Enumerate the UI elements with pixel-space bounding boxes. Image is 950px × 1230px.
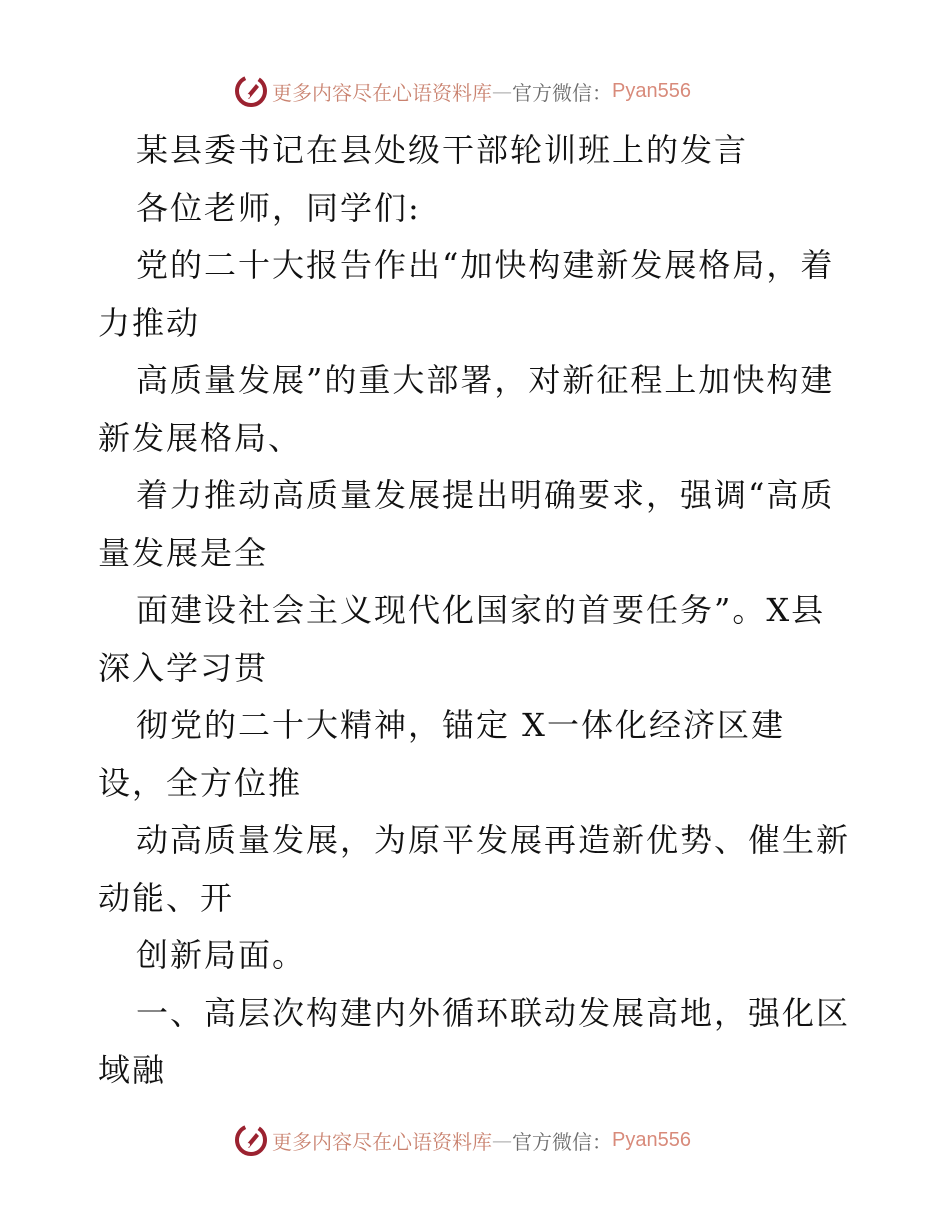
footer-watermark bbox=[234, 1120, 691, 1160]
text-line: 创新局面。 bbox=[136, 936, 307, 974]
watermark-dash: — bbox=[492, 79, 512, 103]
text-line: 新发展格局、 bbox=[98, 418, 303, 457]
watermark-brand: 更多内容尽在心语资料库 bbox=[272, 80, 492, 105]
pen-nib-logo-icon bbox=[234, 1123, 268, 1157]
text-line: 着力推动高质量发展提出明确要求，强调“高质 bbox=[136, 476, 835, 514]
section-heading: 一、高层次构建内外循环联动发展高地，强化区 bbox=[136, 993, 851, 1032]
watermark-label: 官方微信： bbox=[512, 1129, 612, 1154]
text-line: 面建设社会主义现代化国家的首要任务”。X县 bbox=[136, 591, 826, 629]
watermark-dash: — bbox=[492, 1128, 512, 1152]
pen-nib-logo-icon bbox=[234, 74, 268, 108]
watermark-wechat-id: Pyan556 bbox=[612, 1128, 691, 1151]
text-line: 域融 bbox=[98, 1051, 167, 1089]
text-line: 党的二十大报告作出“加快构建新发展格局，着 bbox=[136, 246, 835, 284]
text-line: 高质量发展”的重大部署，对新征程上加快构建 bbox=[136, 361, 835, 399]
text-line: 量发展是全 bbox=[98, 533, 269, 572]
watermark-label: 官方微信： bbox=[512, 80, 612, 105]
text-line: 深入学习贯 bbox=[98, 648, 269, 687]
text-line: 力推动 bbox=[98, 303, 201, 342]
text-line: 动能、开 bbox=[98, 878, 235, 917]
header-watermark bbox=[234, 71, 691, 111]
watermark-brand: 更多内容尽在心语资料库 bbox=[272, 1129, 492, 1154]
document-title: 某县委书记在县处级干部轮训班上的发言 bbox=[136, 131, 749, 169]
text-line: 动高质量发展，为原平发展再造新优势、催生新 bbox=[136, 821, 851, 859]
document-body bbox=[98, 122, 858, 1100]
text-line: 彻党的二十大精神，锚定 X一体化经济区建 bbox=[136, 706, 785, 744]
text-line: 设，全方位推 bbox=[98, 763, 303, 802]
salutation: 各位老师，同学们: bbox=[136, 188, 421, 227]
watermark-wechat-id: Pyan556 bbox=[612, 79, 691, 102]
